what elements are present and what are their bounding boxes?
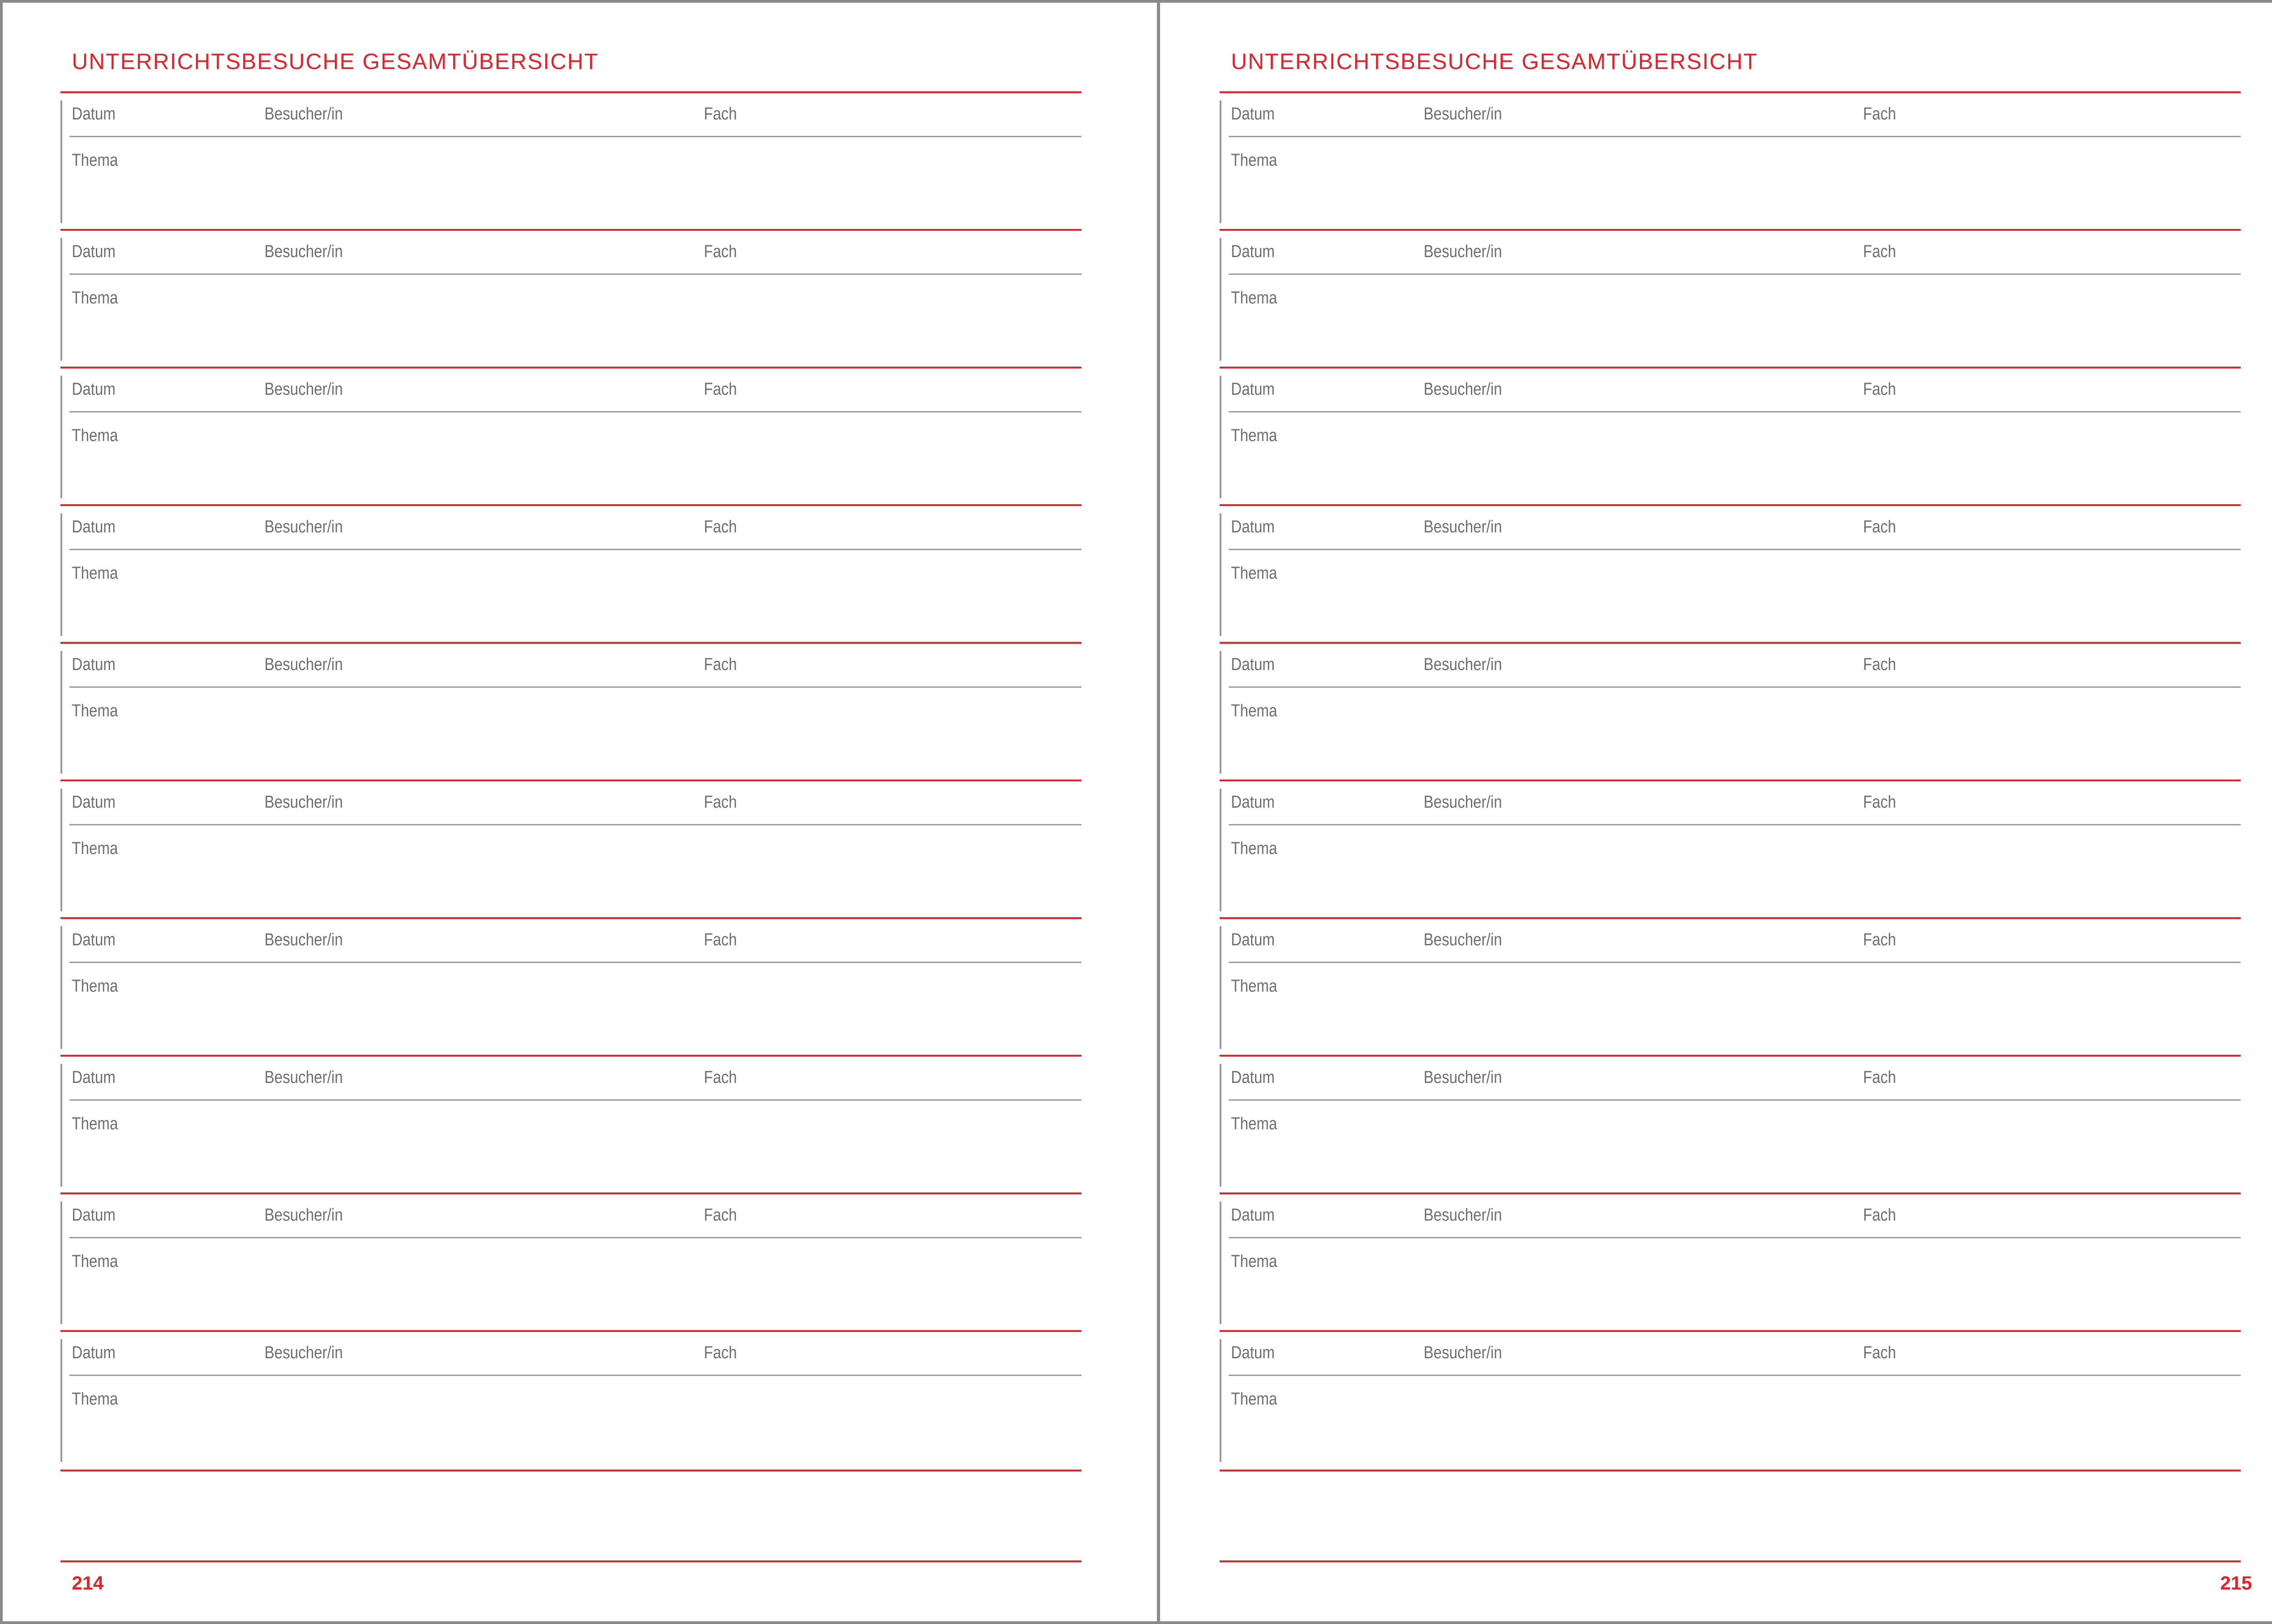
entry-top-rule xyxy=(60,367,1081,368)
date-label: Datum xyxy=(72,1343,116,1362)
entry-left-rule xyxy=(1220,1064,1221,1187)
visitor-label: Besucher/in xyxy=(1424,242,1502,261)
subject-label: Fach xyxy=(1863,242,1896,261)
visitor-label: Besucher/in xyxy=(264,930,343,949)
footer-rule xyxy=(60,1560,1081,1562)
entry-left-rule xyxy=(1220,1339,1221,1462)
entry-top-rule xyxy=(1220,91,2241,93)
topic-label: Thema xyxy=(1231,701,1277,720)
entry-left-rule xyxy=(60,789,62,911)
date-label: Datum xyxy=(1231,1206,1275,1225)
entry-left-rule xyxy=(1220,376,1221,498)
date-label: Datum xyxy=(1231,793,1275,812)
entry-divider xyxy=(1229,136,2241,137)
entry-top-rule xyxy=(60,917,1081,919)
visitor-label: Besucher/in xyxy=(264,1068,343,1087)
entry-left-rule xyxy=(1220,789,1221,911)
entry-top-rule xyxy=(60,642,1081,644)
topic-label: Thema xyxy=(72,151,118,170)
visit-entry xyxy=(60,367,1081,504)
visitor-label: Besucher/in xyxy=(1424,104,1502,124)
visitor-label: Besucher/in xyxy=(264,1343,343,1362)
entry-top-rule xyxy=(1220,367,2241,368)
visit-entry xyxy=(60,917,1081,1055)
visit-entry xyxy=(60,91,1081,229)
subject-label: Fach xyxy=(704,1068,737,1087)
entry-divider xyxy=(70,549,1081,550)
entry-left-rule xyxy=(1220,926,1221,1049)
topic-label: Thema xyxy=(72,701,118,720)
visitor-label: Besucher/in xyxy=(1424,655,1502,674)
entry-divider xyxy=(70,962,1081,963)
entry-left-rule xyxy=(60,1339,62,1462)
visit-entry xyxy=(60,504,1081,642)
entry-divider xyxy=(1229,686,2241,688)
topic-label: Thema xyxy=(1231,977,1277,996)
visit-entry xyxy=(60,642,1081,780)
topic-label: Thema xyxy=(72,1390,118,1409)
visitor-label: Besucher/in xyxy=(1424,793,1502,812)
date-label: Datum xyxy=(72,517,116,536)
entry-top-rule xyxy=(1220,1055,2241,1057)
visit-entry xyxy=(1220,1330,2241,1468)
closing-rule xyxy=(60,1470,1081,1471)
entry-top-rule xyxy=(1220,1192,2241,1194)
visitor-label: Besucher/in xyxy=(264,1206,343,1225)
book-spine xyxy=(1157,0,1160,1624)
page-number: 215 xyxy=(2220,1572,2252,1594)
entry-divider xyxy=(70,136,1081,137)
subject-label: Fach xyxy=(704,1343,737,1362)
topic-label: Thema xyxy=(72,564,118,583)
date-label: Datum xyxy=(72,380,116,399)
visit-entry xyxy=(60,1055,1081,1192)
date-label: Datum xyxy=(1231,1343,1275,1362)
visitor-label: Besucher/in xyxy=(264,242,343,261)
visit-entry xyxy=(1220,504,2241,642)
visitor-label: Besucher/in xyxy=(1424,930,1502,949)
subject-label: Fach xyxy=(1863,930,1896,949)
visit-entry xyxy=(1220,917,2241,1055)
entry-left-rule xyxy=(1220,513,1221,636)
visitor-label: Besucher/in xyxy=(264,655,343,674)
page-title: UNTERRICHTSBESUCHE GESAMTÜBERSICHT xyxy=(72,50,599,74)
entry-top-rule xyxy=(60,229,1081,231)
topic-label: Thema xyxy=(72,977,118,996)
topic-label: Thema xyxy=(1231,426,1277,445)
entry-top-rule xyxy=(1220,642,2241,644)
entry-divider xyxy=(70,1099,1081,1101)
entry-left-rule xyxy=(1220,1202,1221,1324)
entry-top-rule xyxy=(60,504,1081,506)
entry-left-rule xyxy=(60,376,62,498)
date-label: Datum xyxy=(1231,242,1275,261)
page-number: 214 xyxy=(72,1572,104,1594)
topic-label: Thema xyxy=(1231,1390,1277,1409)
entry-left-rule xyxy=(1220,238,1221,361)
topic-label: Thema xyxy=(72,426,118,445)
subject-label: Fach xyxy=(704,793,737,812)
entry-divider xyxy=(1229,824,2241,825)
visit-entry xyxy=(1220,780,2241,917)
entry-divider xyxy=(1229,1237,2241,1238)
right-page xyxy=(1159,0,2272,1624)
subject-label: Fach xyxy=(704,380,737,399)
visit-entry xyxy=(1220,1192,2241,1330)
topic-label: Thema xyxy=(1231,151,1277,170)
subject-label: Fach xyxy=(1863,517,1896,536)
entry-left-rule xyxy=(60,651,62,774)
entry-top-rule xyxy=(60,780,1081,781)
entry-divider xyxy=(1229,1375,2241,1376)
date-label: Datum xyxy=(1231,655,1275,674)
entry-divider xyxy=(1229,273,2241,275)
subject-label: Fach xyxy=(704,104,737,124)
entry-left-rule xyxy=(60,513,62,636)
visitor-label: Besucher/in xyxy=(264,517,343,536)
subject-label: Fach xyxy=(704,517,737,536)
entry-divider xyxy=(70,824,1081,825)
visit-entry xyxy=(1220,1055,2241,1192)
subject-label: Fach xyxy=(1863,793,1896,812)
entry-top-rule xyxy=(1220,1330,2241,1332)
entry-divider xyxy=(70,411,1081,412)
visit-entry xyxy=(1220,229,2241,367)
visit-entry xyxy=(60,229,1081,367)
visitor-label: Besucher/in xyxy=(264,104,343,124)
entry-top-rule xyxy=(1220,504,2241,506)
page-title: UNTERRICHTSBESUCHE GESAMTÜBERSICHT xyxy=(1231,50,1758,74)
topic-label: Thema xyxy=(72,839,118,858)
visitor-label: Besucher/in xyxy=(1424,517,1502,536)
date-label: Datum xyxy=(1231,1068,1275,1087)
date-label: Datum xyxy=(72,930,116,949)
entry-divider xyxy=(70,273,1081,275)
footer-rule xyxy=(1220,1560,2241,1562)
visitor-label: Besucher/in xyxy=(264,380,343,399)
entry-top-rule xyxy=(60,91,1081,93)
entry-divider xyxy=(1229,962,2241,963)
entry-left-rule xyxy=(60,1202,62,1324)
entry-divider xyxy=(70,1237,1081,1238)
date-label: Datum xyxy=(1231,517,1275,536)
topic-label: Thema xyxy=(1231,839,1277,858)
topic-label: Thema xyxy=(72,1114,118,1133)
date-label: Datum xyxy=(72,1206,116,1225)
visit-entry xyxy=(1220,642,2241,780)
entry-left-rule xyxy=(60,1064,62,1187)
subject-label: Fach xyxy=(704,242,737,261)
subject-label: Fach xyxy=(704,930,737,949)
entry-top-rule xyxy=(60,1055,1081,1057)
entry-divider xyxy=(70,686,1081,688)
topic-label: Thema xyxy=(1231,288,1277,308)
subject-label: Fach xyxy=(1863,655,1896,674)
topic-label: Thema xyxy=(72,288,118,308)
entry-left-rule xyxy=(60,238,62,361)
date-label: Datum xyxy=(72,242,116,261)
visit-entry xyxy=(60,1192,1081,1330)
visitor-label: Besucher/in xyxy=(1424,1343,1502,1362)
visitor-label: Besucher/in xyxy=(1424,380,1502,399)
date-label: Datum xyxy=(72,1068,116,1087)
entry-top-rule xyxy=(1220,780,2241,781)
entry-divider xyxy=(1229,411,2241,412)
visit-entry xyxy=(60,780,1081,917)
entry-top-rule xyxy=(60,1330,1081,1332)
topic-label: Thema xyxy=(1231,1252,1277,1271)
date-label: Datum xyxy=(72,655,116,674)
date-label: Datum xyxy=(1231,930,1275,949)
subject-label: Fach xyxy=(1863,1343,1896,1362)
visit-entry xyxy=(1220,91,2241,229)
date-label: Datum xyxy=(1231,380,1275,399)
entry-top-rule xyxy=(60,1192,1081,1194)
entry-divider xyxy=(1229,549,2241,550)
entry-left-rule xyxy=(1220,651,1221,774)
subject-label: Fach xyxy=(1863,1206,1896,1225)
topic-label: Thema xyxy=(72,1252,118,1271)
closing-rule xyxy=(1220,1470,2241,1471)
date-label: Datum xyxy=(1231,104,1275,124)
subject-label: Fach xyxy=(704,1206,737,1225)
subject-label: Fach xyxy=(704,655,737,674)
entry-left-rule xyxy=(1220,100,1221,223)
entry-left-rule xyxy=(60,926,62,1049)
entry-top-rule xyxy=(1220,229,2241,231)
entry-left-rule xyxy=(60,100,62,223)
visit-entry xyxy=(1220,367,2241,504)
entry-divider xyxy=(1229,1099,2241,1101)
subject-label: Fach xyxy=(1863,380,1896,399)
date-label: Datum xyxy=(72,793,116,812)
entry-divider xyxy=(70,1375,1081,1376)
subject-label: Fach xyxy=(1863,104,1896,124)
date-label: Datum xyxy=(72,104,116,124)
visit-entry xyxy=(60,1330,1081,1468)
entry-top-rule xyxy=(1220,917,2241,919)
visitor-label: Besucher/in xyxy=(1424,1206,1502,1225)
visitor-label: Besucher/in xyxy=(1424,1068,1502,1087)
subject-label: Fach xyxy=(1863,1068,1896,1087)
topic-label: Thema xyxy=(1231,564,1277,583)
visitor-label: Besucher/in xyxy=(264,793,343,812)
topic-label: Thema xyxy=(1231,1114,1277,1133)
